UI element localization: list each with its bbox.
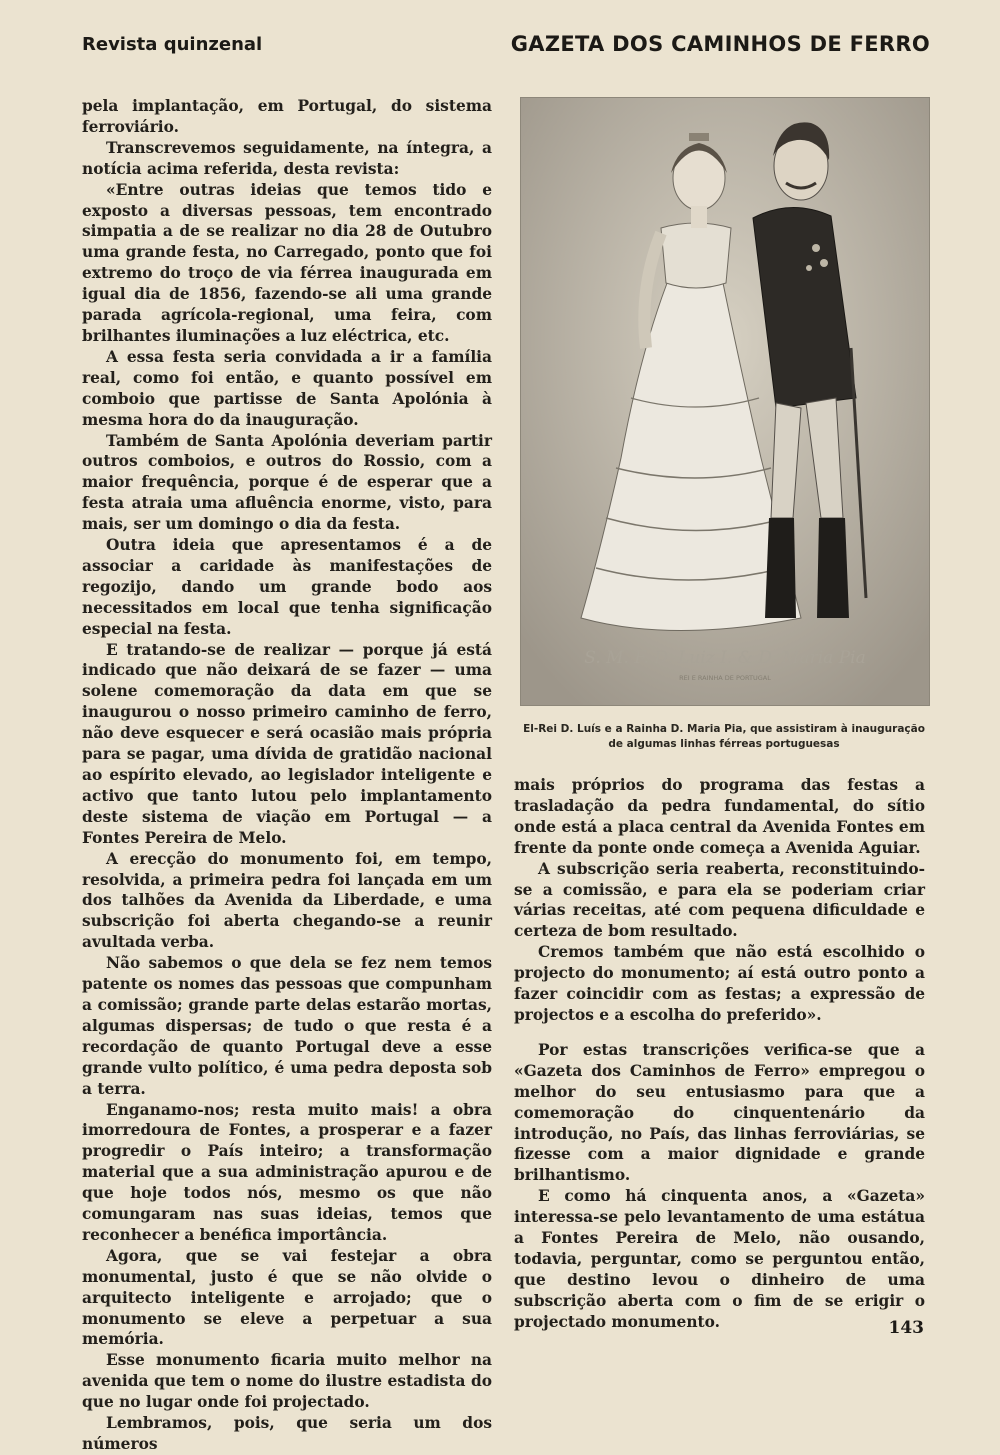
caption-line-2: de algumas linhas férreas portuguesas <box>608 738 840 750</box>
page-number: 143 <box>888 1318 924 1338</box>
paragraph: Esse monumento ficaria muito melhor na avenida que tem o nome do ilustre estadista do que no lugar onde foi projectado. <box>82 1351 492 1412</box>
caption-line-1: El-Rei D. Luís e a Rainha D. Maria Pia, que assistiram à inauguração <box>523 723 925 735</box>
portrait-subtitle: REI E RAINHA DE PORTUGAL <box>679 674 771 682</box>
portrait-inscription: S. M. F. D. Luiz I. & D. Maria Pia <box>584 648 866 668</box>
paragraph: Agora, que se vai festejar a obra monumental, justo é que se não olvide o arquitecto inteligente e arrojado; que o monumento se eleve a perpetuar a sua memória. <box>82 1246 492 1349</box>
royal-portrait <box>520 97 930 706</box>
paragraph: pela implantação, em Portugal, do sistema ferroviário. <box>82 97 492 136</box>
paragraph: A subscrição seria reaberta, reconstituindo-se a comissão, e para ela se poderiam criar várias receitas, até com pequena dificuldade e certeza de bom resultado. <box>514 859 925 941</box>
paragraph: Por estas transcrições verifica-se que a «Gazeta dos Caminhos de Ferro» empregou o melhor do seu entusiasmo para que a comemoração do cinquentenário da introdução, no País, das linhas ferroviárias, se fizesse com a maior dignidade e grande brilhantismo. <box>514 1040 925 1185</box>
header-title: GAZETA DOS CAMINHOS DE FERRO <box>510 32 930 56</box>
right-column <box>514 775 925 1333</box>
paragraph: Cremos também que não está escolhido o projecto do monumento; aí está outro ponto a fazer coincidir com as festas; a expressão de projectos e a escolha do preferido». <box>514 943 925 1024</box>
paragraph: A erecção do monumento foi, em tempo, resolvida, a primeira pedra foi lançada em um dos talhões da Avenida da Liberdade, e uma subscrição foi aberta chegando-se a reunir avultada verba. <box>82 849 492 952</box>
figure-caption <box>520 722 928 752</box>
paragraph: «Entre outras ideias que temos tido e exposto a diversas pessoas, tem encontrado simpatia a de se realizar no dia 28 de Outubro uma grande festa, no Carregado, ponto que foi extremo do troço de via férrea inaugurada em igual dia de 1856, fazendo-se ali uma grande parada agrícola-regional, uma feira, com brilhantes iluminações a luz eléctrica, etc. <box>82 180 492 345</box>
paragraph: mais próprios do programa das festas a trasladação da pedra fundamental, do sítio onde está a placa central da Avenida Fontes em frente da ponte onde começa a Avenida Aguiar. <box>514 776 925 857</box>
paragraph: E tratando-se de realizar — porque já está indicado que não deixará de se fazer — uma solene comemoração da data em que se inaugurou o nosso primeiro caminho de ferro, não deve esquecer e será ocasião mais própria para se pagar, uma dívida de gratidão nacional ao espírito elevado, ao legislador inteligente e activo que tanto lutou pelo implantamento deste sistema de viação em Portugal — a Fontes Pereira de Melo. <box>82 640 492 847</box>
paragraph: E como há cinquenta anos, a «Gazeta» interessa-se pelo levantamento de uma estátua a Fontes Pereira de Melo, não ousando, todavia, perguntar, como se perguntou então, que destino levou o dinheiro de uma subscrição aberta com o fim de se erigir o projectado monumento. <box>514 1187 925 1331</box>
paragraph: Não sabemos o que dela se fez nem temos patente os nomes das pessoas que compunham a comissão; grande parte delas estarão mortas, algumas dispersas; de tudo o que resta é a recordação de quanto Portugal deve a esse grande vulto político, é uma pedra deposta sob a terra. <box>82 954 492 1098</box>
paragraph: Enganamo-nos; resta muito mais! a obra imorredoura de Fontes, a prosperar e a fazer progredir o País inteiro; a transformação material que a sua administração apurou e de que hoje todos nós, mesmo os que não comungaram nas suas ideias, temos que reconhecer a benéfica importância. <box>82 1100 492 1244</box>
paragraph: Lembramos, pois, que seria um dos números <box>82 1414 492 1453</box>
paragraph: Transcrevemos seguidamente, na íntegra, a notícia acima referida, desta revista: <box>82 138 492 178</box>
left-column <box>82 96 492 1455</box>
royal-portrait-engraving <box>521 98 929 705</box>
paragraph: A essa festa seria convidada a ir a família real, como foi então, e quanto possível em comboio que partisse de Santa Apolónia à mesma hora do da inauguração. <box>82 347 492 429</box>
paragraph: Outra ideia que apresentamos é a de associar a caridade às manifestações de regozijo, dando um grande bodo aos necessitados em local que tenha significação especial na festa. <box>82 536 492 638</box>
header-left: Revista quinzenal <box>82 34 263 55</box>
paragraph: Também de Santa Apolónia deveriam partir outros comboios, e outros do Rossio, com a maior frequência, porque é de esperar que a festa atraia uma afluência enorme, visto, para mais, ser um domingo o dia da festa. <box>82 431 492 534</box>
